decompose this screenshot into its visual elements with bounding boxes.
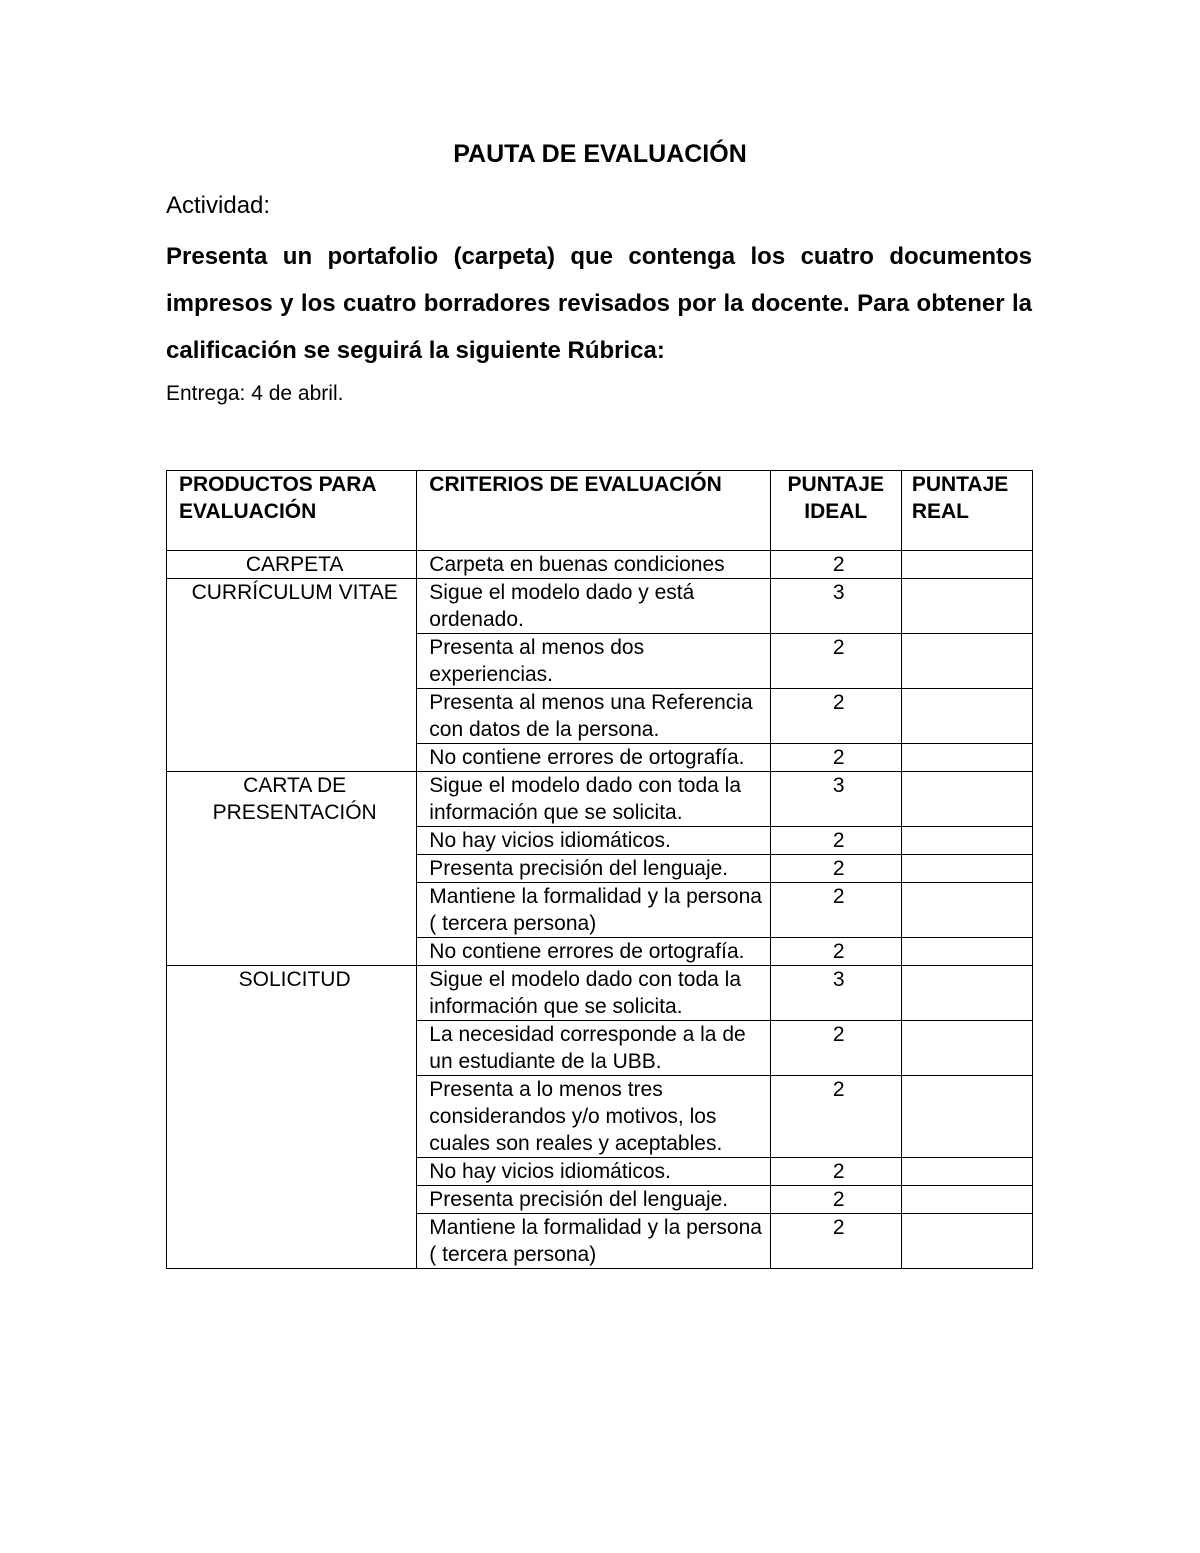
product-cell: CARPETA	[167, 551, 417, 579]
real-score-cell	[901, 883, 1032, 938]
ideal-score-cell: 2	[770, 1158, 901, 1186]
ideal-score-cell: 2	[770, 827, 901, 855]
header-products: PRODUCTOS PARA EVALUACIÓN	[167, 471, 417, 551]
criterion-cell: Presenta a lo menos tres considerandos y/o motivos, los cuales son reales y aceptables.	[417, 1076, 770, 1158]
ideal-score-cell: 2	[770, 883, 901, 938]
criterion-cell: No hay vicios idiomáticos.	[417, 1158, 770, 1186]
real-score-cell	[901, 966, 1032, 1021]
criterion-cell: La necesidad corresponde a la de un estudiante de la UBB.	[417, 1021, 770, 1076]
real-score-cell	[901, 689, 1032, 744]
real-score-cell	[901, 744, 1032, 772]
ideal-score-cell: 3	[770, 579, 901, 634]
real-score-cell	[901, 634, 1032, 689]
rubric-table	[166, 470, 1033, 1269]
criterion-cell: Carpeta en buenas condiciones	[417, 551, 770, 579]
product-cell: SOLICITUD	[167, 966, 417, 1269]
ideal-score-cell: 2	[770, 1186, 901, 1214]
criterion-cell: Presenta al menos dos experiencias.	[417, 634, 770, 689]
real-score-cell	[901, 938, 1032, 966]
ideal-score-cell: 2	[770, 689, 901, 744]
criterion-cell: No contiene errores de ortografía.	[417, 744, 770, 772]
table-row	[167, 579, 1033, 634]
real-score-cell	[901, 855, 1032, 883]
product-cell: CURRÍCULUM VITAE	[167, 579, 417, 772]
criterion-cell: Sigue el modelo dado con toda la información que se solicita.	[417, 772, 770, 827]
real-score-cell	[901, 1158, 1032, 1186]
criterion-cell: Mantiene la formalidad y la persona ( tercera persona)	[417, 883, 770, 938]
real-score-cell	[901, 579, 1032, 634]
page-title: PAUTA DE EVALUACIÓN	[453, 140, 747, 168]
ideal-score-cell: 2	[770, 744, 901, 772]
criterion-cell: Sigue el modelo dado y está ordenado.	[417, 579, 770, 634]
ideal-score-cell: 2	[770, 1021, 901, 1076]
ideal-score-cell: 2	[770, 551, 901, 579]
criterion-cell: No contiene errores de ortografía.	[417, 938, 770, 966]
activity-description: Presenta un portafolio (carpeta) que contenga los cuatro documentos impresos y los cuatro borradores revisados por la docente. Para obtener la calificación se seguirá la siguiente Rúbrica:	[166, 243, 1032, 364]
table-row	[167, 772, 1033, 827]
criterion-cell: Presenta al menos una Referencia con datos de la persona.	[417, 689, 770, 744]
real-score-cell	[901, 827, 1032, 855]
header-criteria: CRITERIOS DE EVALUACIÓN	[417, 471, 770, 551]
ideal-score-cell: 2	[770, 938, 901, 966]
real-score-cell	[901, 1021, 1032, 1076]
header-ideal-score: PUNTAJE IDEAL	[770, 471, 901, 551]
criterion-cell: Mantiene la formalidad y la persona ( tercera persona)	[417, 1214, 770, 1269]
ideal-score-cell: 3	[770, 772, 901, 827]
due-date: Entrega: 4 de abril.	[166, 382, 344, 405]
criterion-cell: Presenta precisión del lenguaje.	[417, 855, 770, 883]
real-score-cell	[901, 1214, 1032, 1269]
ideal-score-cell: 2	[770, 855, 901, 883]
header-real-score: PUNTAJE REAL	[901, 471, 1032, 551]
ideal-score-cell: 2	[770, 1214, 901, 1269]
criterion-cell: Sigue el modelo dado con toda la información que se solicita.	[417, 966, 770, 1021]
activity-label: Actividad:	[166, 192, 271, 219]
table-row	[167, 551, 1033, 579]
real-score-cell	[901, 551, 1032, 579]
header-row	[167, 471, 1033, 551]
ideal-score-cell: 2	[770, 634, 901, 689]
real-score-cell	[901, 1076, 1032, 1158]
ideal-score-cell: 2	[770, 1076, 901, 1158]
table-row	[167, 966, 1033, 1021]
criterion-cell: Presenta precisión del lenguaje.	[417, 1186, 770, 1214]
ideal-score-cell: 3	[770, 966, 901, 1021]
real-score-cell	[901, 772, 1032, 827]
criterion-cell: No hay vicios idiomáticos.	[417, 827, 770, 855]
real-score-cell	[901, 1186, 1032, 1214]
product-cell: CARTA DE PRESENTACIÓN	[167, 772, 417, 966]
